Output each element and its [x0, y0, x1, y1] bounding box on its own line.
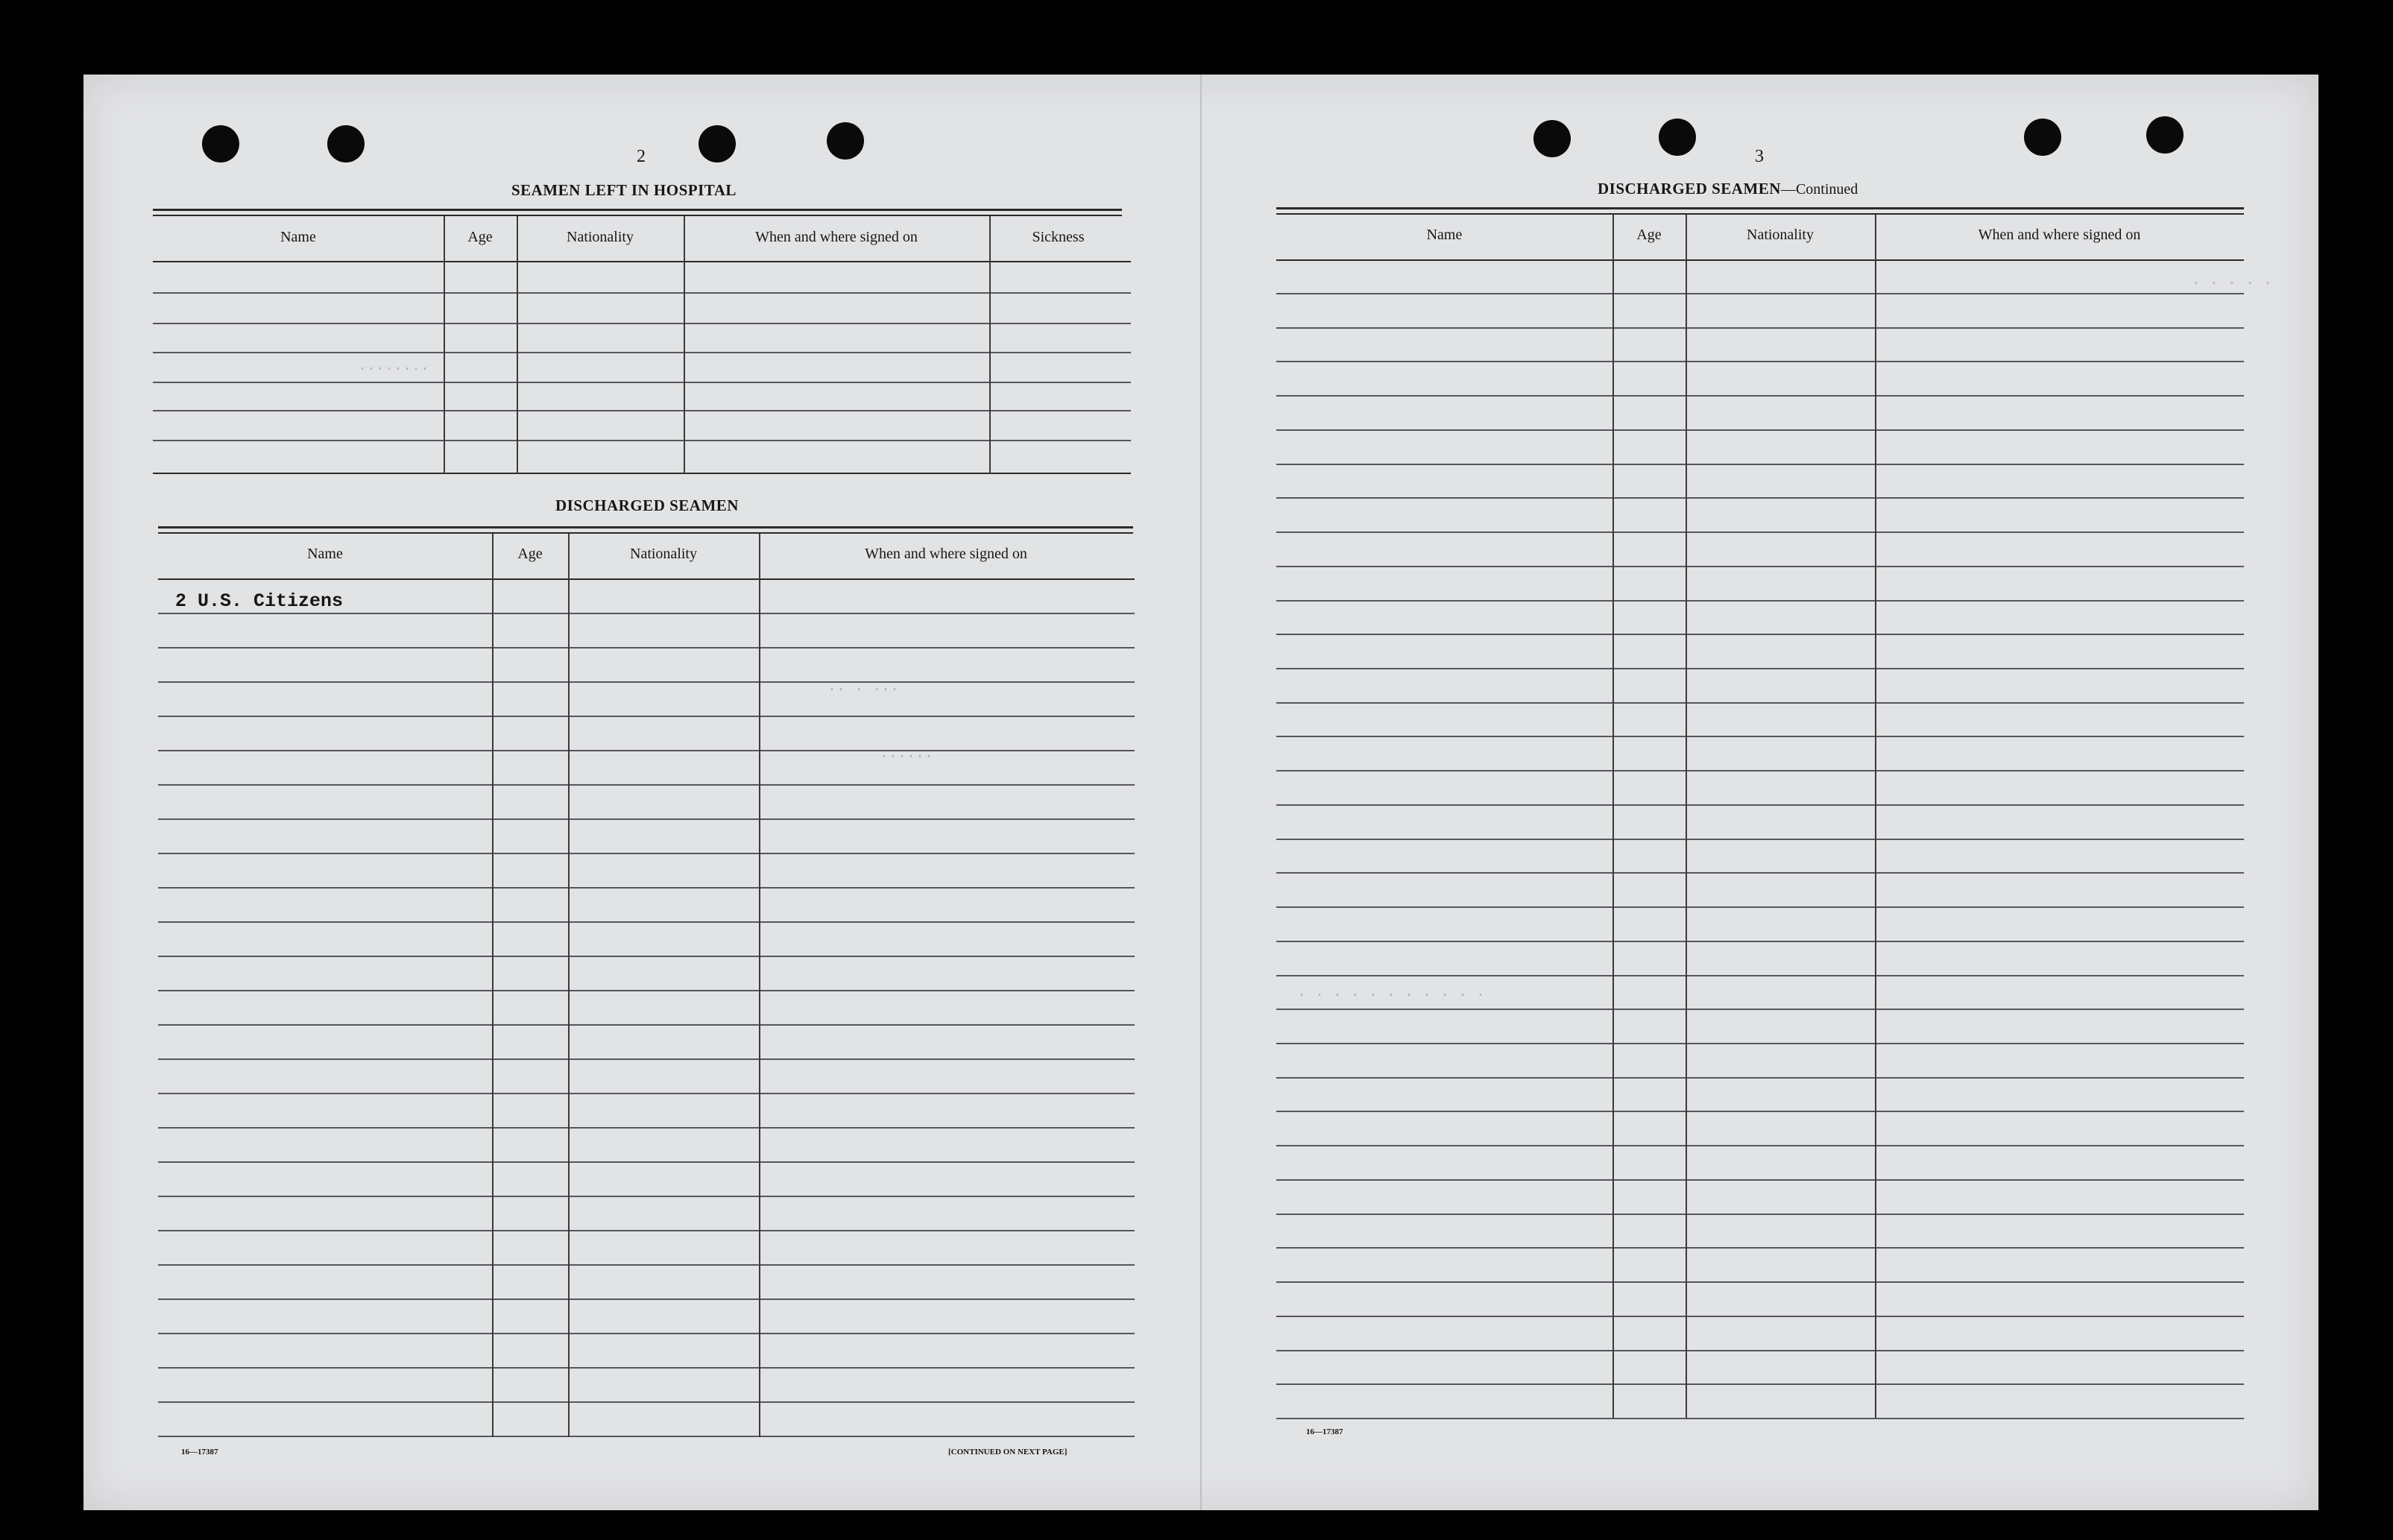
table-row-line: [1276, 464, 2244, 465]
table-row-line: [1276, 600, 2244, 602]
table-row-line: [1276, 1418, 2244, 1419]
table-rule-double: [1276, 207, 2244, 209]
table-row-line: [1276, 1247, 2244, 1249]
page-fold: [1200, 75, 1202, 1510]
table-row-line: [158, 990, 1135, 991]
bleed-through-mark: ......: [880, 745, 934, 763]
column-header-name: Name: [307, 546, 343, 562]
table-row-line: [153, 440, 1131, 441]
table-row-line: [1276, 1281, 2244, 1283]
table-row-line: [1276, 1179, 2244, 1181]
table-row-line: [1276, 1145, 2244, 1146]
table-column-divider: [684, 216, 685, 474]
table-rule-double: [1276, 213, 2244, 215]
table-row-line: [1276, 668, 2244, 669]
table-row-line: [1276, 1043, 2244, 1044]
table-row-line: [158, 1333, 1135, 1334]
table-rule-double: [158, 532, 1133, 534]
title-main: DISCHARGED SEAMEN: [1598, 180, 1781, 198]
bleed-through-mark: . . . . . . . . . . .: [1297, 984, 1486, 1001]
bleed-through-mark: .. . ...: [827, 678, 900, 695]
table-column-divider: [492, 534, 494, 1437]
table-row-line: [1276, 293, 2244, 294]
table-row-line: [1276, 1009, 2244, 1010]
table-row-line: [1276, 872, 2244, 874]
table-row-line: [158, 1093, 1135, 1094]
bleed-through-mark: . . . . .: [2192, 272, 2273, 289]
table-column-divider: [1612, 215, 1614, 1418]
typed-entry-citizens: 2 U.S. Citizens: [175, 590, 344, 612]
table-rule: [153, 473, 1131, 474]
table-row-line: [158, 1264, 1135, 1266]
continued-note: [CONTINUED ON NEXT PAGE]: [948, 1448, 1068, 1457]
table-rule: [1276, 259, 2244, 261]
table-row-line: [1276, 566, 2244, 567]
table-row-line: [1276, 1214, 2244, 1215]
column-header-nationality: Nationality: [1747, 227, 1814, 243]
table-row-line: [158, 921, 1135, 923]
table-row-line: [1276, 906, 2244, 908]
table-row-line: [158, 1196, 1135, 1197]
table-rule-double: [158, 526, 1133, 528]
table-row-line: [1276, 975, 2244, 976]
table-row-line: [158, 887, 1135, 889]
column-header-signed-on: When and where signed on: [1978, 227, 2141, 243]
table-row-line: [158, 1058, 1135, 1060]
table-row-line: [158, 1161, 1135, 1163]
column-header-age: Age: [467, 229, 493, 245]
table-row-line: [1276, 634, 2244, 635]
punch-hole: [1533, 120, 1571, 157]
table-row-line: [153, 352, 1131, 353]
punch-hole: [1659, 119, 1696, 156]
column-header-age: Age: [1636, 227, 1662, 243]
table-row-line: [158, 1127, 1135, 1129]
table-row-line: [153, 410, 1131, 411]
table-row-line: [158, 716, 1135, 717]
column-header-nationality: Nationality: [630, 546, 697, 562]
form-number: 16—17387: [181, 1448, 218, 1457]
table-row-line: [158, 1436, 1135, 1437]
table-column-divider: [759, 534, 760, 1437]
column-header-name: Name: [280, 229, 316, 245]
column-header-sickness: Sickness: [1032, 229, 1085, 245]
table-row-line: [1276, 736, 2244, 737]
page-number: 2: [637, 147, 646, 166]
table-column-divider: [568, 534, 570, 1437]
punch-hole: [699, 125, 736, 162]
punch-hole: [202, 125, 239, 162]
bleed-through-mark: ........: [358, 358, 430, 375]
column-header-age: Age: [517, 546, 543, 562]
table-column-divider: [444, 216, 445, 474]
table-row-line: [1276, 497, 2244, 499]
table-row-line: [158, 613, 1135, 614]
section-title-discharged-continued: [1598, 180, 1858, 198]
table-row-line: [158, 1230, 1135, 1231]
table-row-line: [158, 1298, 1135, 1300]
column-header-name: Name: [1426, 227, 1463, 243]
table-row-line: [1276, 429, 2244, 431]
table-row-line: [158, 647, 1135, 648]
column-header-nationality: Nationality: [567, 229, 634, 245]
table-row-line: [1276, 1111, 2244, 1112]
form-number: 16—17387: [1306, 1427, 1343, 1436]
table-row-line: [158, 750, 1135, 751]
table-row-line: [153, 323, 1131, 324]
punch-hole: [2024, 119, 2061, 156]
table-row-line: [1276, 1077, 2244, 1079]
table-row-line: [158, 956, 1135, 957]
section-title-hospital: SEAMEN LEFT IN HOSPITAL: [511, 181, 737, 199]
table-row-line: [158, 1024, 1135, 1026]
table-row-line: [1276, 770, 2244, 771]
column-header-signed-on: When and where signed on: [865, 546, 1027, 562]
table-column-divider: [989, 216, 991, 474]
table-row-line: [1276, 1383, 2244, 1385]
title-suffix: —Continued: [1780, 181, 1858, 198]
table-row-line: [1276, 327, 2244, 329]
table-row-line: [158, 1367, 1135, 1369]
punch-hole: [327, 125, 365, 162]
table-row-line: [153, 382, 1131, 383]
table-row-line: [158, 784, 1135, 786]
punch-hole: [2146, 116, 2184, 154]
table-column-divider: [517, 216, 518, 474]
table-column-divider: [1686, 215, 1687, 1418]
table-row-line: [1276, 702, 2244, 704]
table-row-line: [1276, 804, 2244, 806]
table-row-line: [1276, 941, 2244, 942]
punch-hole: [827, 122, 864, 160]
table-row-line: [158, 853, 1135, 854]
table-rule: [153, 261, 1131, 262]
table-row-line: [1276, 361, 2244, 362]
column-header-signed-on: When and where signed on: [755, 229, 918, 245]
table-rule: [158, 578, 1135, 580]
table-row-line: [158, 1401, 1135, 1403]
table-row-line: [1276, 1350, 2244, 1351]
table-rule-double: [153, 215, 1122, 216]
table-rule-double: [153, 209, 1122, 211]
table-column-divider: [1875, 215, 1876, 1418]
table-row-line: [1276, 531, 2244, 533]
table-row-line: [1276, 839, 2244, 840]
table-row-line: [1276, 1316, 2244, 1317]
table-row-line: [153, 292, 1131, 294]
section-title-discharged: DISCHARGED SEAMEN: [555, 496, 739, 514]
table-row-line: [158, 681, 1135, 683]
table-row-line: [158, 818, 1135, 820]
page-number: 3: [1755, 147, 1764, 166]
table-row-line: [1276, 395, 2244, 397]
